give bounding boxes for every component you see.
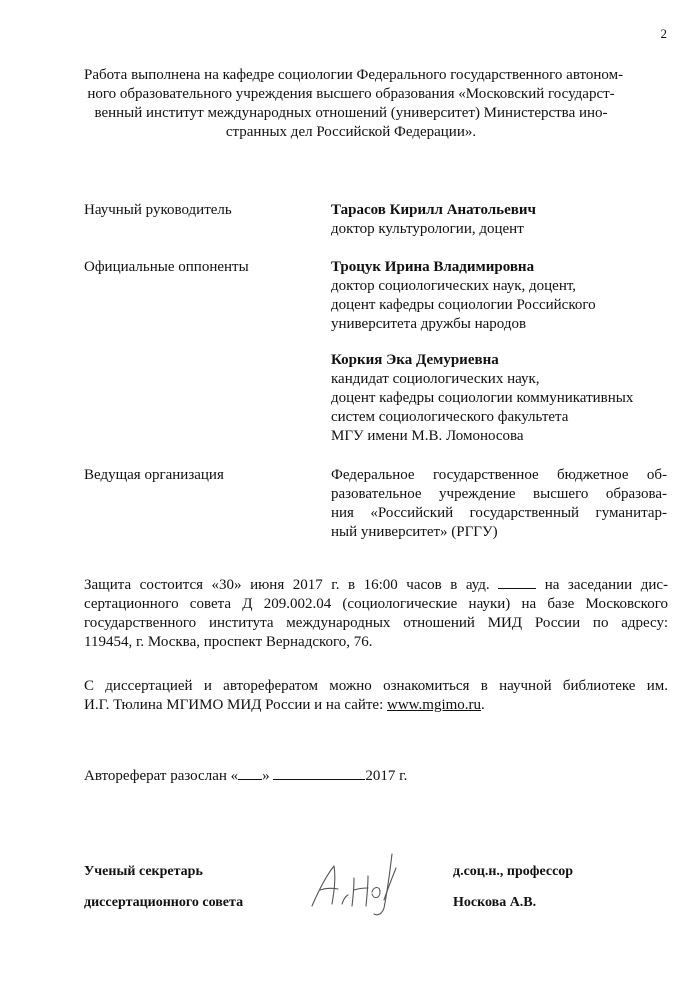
defense-paragraph bbox=[84, 575, 668, 652]
defense-line: государственного института международных отношений МИД России по адресу: bbox=[84, 615, 668, 631]
defense-line: сертационного совета Д 209.002.04 (социологические науки) на базе Московского bbox=[84, 596, 668, 612]
opponent-second-line: кандидат социологических наук, bbox=[331, 371, 540, 387]
opponent-first-line: университета дружбы народов bbox=[331, 316, 527, 332]
opponent-second-line: доцент кафедры социологии коммуникативных bbox=[331, 390, 634, 406]
secretary-name: Носкова А.В. bbox=[453, 895, 537, 910]
opponent-second-block bbox=[331, 351, 667, 446]
opponent-first-block bbox=[331, 258, 667, 334]
month-blank bbox=[273, 766, 365, 780]
opponent-second-name: Коркия Эка Демуриевна bbox=[331, 352, 499, 368]
defense-line-start: Защита состоится «30» июня 2017 г. в 16:00 часов в ауд. bbox=[84, 577, 490, 593]
leading-org-line: ния «Российский государственный гуманитар- bbox=[331, 505, 667, 521]
opponent-second-line: систем социологического факультета bbox=[331, 409, 569, 425]
library-line: С диссертацией и авторефератом можно ознакомиться в научной библиотеке им. bbox=[84, 678, 668, 694]
secretary-title: д.соц.н., профессор bbox=[453, 864, 574, 879]
mailed-text-start: Автореферат разослан « bbox=[84, 768, 239, 784]
day-blank bbox=[238, 766, 262, 780]
leading-org-line: ный университет» (РГГУ) bbox=[331, 524, 498, 540]
supervisor-block bbox=[331, 201, 667, 239]
defense-line: 119454, г. Москва, проспект Вернадского, 76. bbox=[84, 634, 373, 650]
supervisor-degree: доктор культурологии, доцент bbox=[331, 221, 524, 237]
supervisor-name: Тарасов Кирилл Анатольевич bbox=[331, 202, 536, 218]
room-blank bbox=[498, 575, 536, 589]
intro-line: ного образовательного учреждения высшего образования «Московский государст- bbox=[87, 86, 615, 102]
page-number: 2 bbox=[660, 26, 667, 41]
library-line-end: . bbox=[481, 697, 485, 713]
secretary-label-line1: Ученый секретарь bbox=[84, 864, 203, 879]
opponents-label: Официальные оппоненты bbox=[84, 259, 249, 275]
intro-line: Работа выполнена на кафедре социологии Федерального государственного автоном- bbox=[84, 67, 624, 83]
website-link[interactable]: www.mgimo.ru bbox=[387, 697, 482, 713]
mailed-line bbox=[84, 766, 407, 786]
defense-line bbox=[84, 575, 668, 595]
library-paragraph bbox=[84, 677, 668, 715]
opponent-first-line: доцент кафедры социологии Российского bbox=[331, 297, 596, 313]
handwritten-signature bbox=[300, 848, 410, 918]
supervisor-label: Научный руководитель bbox=[84, 202, 232, 218]
intro-line: венный институт международных отношений (университет) Министерства ино- bbox=[94, 105, 608, 121]
defense-line-end: на заседании дис- bbox=[544, 577, 669, 593]
mailed-text-end: 2017 г. bbox=[365, 768, 408, 784]
library-line bbox=[84, 696, 668, 715]
library-line-start: И.Г. Тюлина МГИМО МИД России и на сайте: bbox=[84, 697, 388, 713]
intro-paragraph bbox=[84, 66, 624, 142]
opponent-second-line: МГУ имени М.В. Ломоносова bbox=[331, 428, 524, 444]
leading-org-block bbox=[331, 466, 667, 542]
opponent-first-line: доктор социологических наук, доцент, bbox=[331, 278, 577, 294]
opponent-first-name: Троцук Ирина Владимировна bbox=[331, 259, 535, 275]
leading-org-line: разовательное учреждение высшего образова- bbox=[331, 486, 667, 502]
leading-org-label: Ведущая организация bbox=[84, 467, 224, 483]
intro-line: странных дел Российской Федерации». bbox=[225, 124, 477, 140]
mailed-text-mid: » bbox=[262, 768, 270, 784]
secretary-label-line2: диссертационного совета bbox=[84, 895, 244, 910]
leading-org-line: Федеральное государственное бюджетное об- bbox=[331, 467, 667, 483]
